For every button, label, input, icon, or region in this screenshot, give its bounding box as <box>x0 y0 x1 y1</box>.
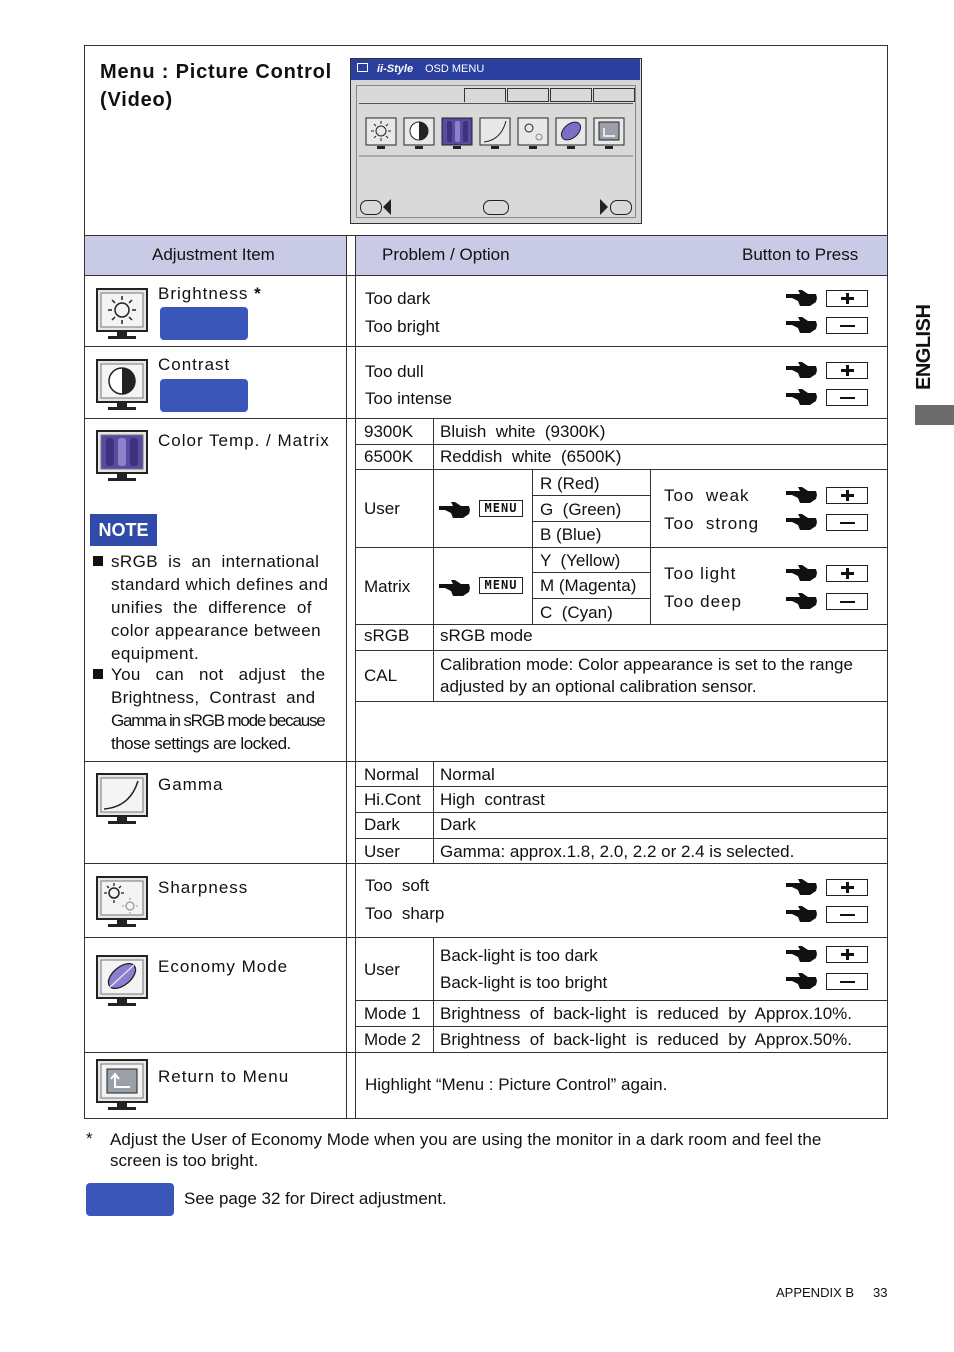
menu-button[interactable]: MENU <box>479 500 523 517</box>
pointing-hand-icon <box>786 904 818 924</box>
footer-appendix-label: APPENDIX B <box>776 1285 855 1300</box>
osd-center-button[interactable] <box>483 200 509 215</box>
ct-user-weak: Too weak <box>664 486 750 505</box>
gamma-icon <box>96 773 148 825</box>
pointing-hand-icon <box>786 877 818 897</box>
sharpness-option-soft: Too soft <box>365 876 430 895</box>
gamma-normal-value: Normal <box>440 765 495 784</box>
monitor-icon <box>357 63 368 72</box>
minus-button[interactable] <box>826 593 868 610</box>
pointing-hand-icon <box>786 563 818 583</box>
minus-button[interactable] <box>826 389 868 406</box>
ct-matrix-m: M (Magenta) <box>540 576 637 595</box>
ct-9300-value: Bluish white (9300K) <box>440 422 606 441</box>
economy-user-key: User <box>364 960 400 979</box>
ct-matrix-y: Y (Yellow) <box>540 551 621 570</box>
ct-user-strong: Too strong <box>664 514 760 533</box>
economy-user-dark: Back-light is too dark <box>440 946 598 965</box>
ct-matrix-key: Matrix <box>364 577 411 596</box>
ct-6500-key: 6500K <box>364 447 414 466</box>
color-temp-label: Color Temp. / Matrix <box>158 431 330 450</box>
ct-srgb-key: sRGB <box>364 626 410 645</box>
osd-right-button[interactable] <box>610 200 632 215</box>
pointing-hand-icon <box>786 360 818 380</box>
pointing-hand-icon <box>786 971 818 991</box>
osd-tabs <box>464 88 636 103</box>
brightness-direct-button[interactable] <box>160 307 248 340</box>
economy-mode2-value: Brightness of back-light is reduced by Approx.50%. <box>440 1030 852 1049</box>
note-text-2: You can not adjust the Brightness, Contrast and Gamma in sRGB mode because those settings are locked. <box>111 665 326 753</box>
footnote-mark: * <box>86 1129 93 1148</box>
gamma-dark-value: Dark <box>440 815 476 834</box>
color-temp-icon <box>96 430 148 482</box>
return-to-menu-label: Return to Menu <box>158 1067 290 1086</box>
pointing-hand-icon <box>786 591 818 611</box>
osd-brightness-icon <box>366 118 396 149</box>
minus-button[interactable] <box>826 317 868 334</box>
osd-color-icon <box>442 118 472 149</box>
minus-button[interactable] <box>826 514 868 531</box>
ct-cal-value-2: adjusted by an optional calibration sensor. <box>440 677 757 696</box>
contrast-direct-button[interactable] <box>160 379 248 412</box>
osd-gamma-icon <box>480 118 510 149</box>
ct-user-key: User <box>364 499 400 518</box>
brightness-option-dark: Too dark <box>365 289 431 308</box>
ct-matrix-c: C (Cyan) <box>540 603 613 622</box>
pointing-hand-icon <box>439 578 471 598</box>
ct-6500-value: Reddish white (6500K) <box>440 447 622 466</box>
gamma-user-value: Gamma: approx.1.8, 2.0, 2.2 or 2.4 is selected. <box>440 842 795 861</box>
gamma-user-key: User <box>364 842 400 861</box>
note-bullet-icon <box>93 556 103 566</box>
page-title: Menu : Picture Control (Video) <box>100 61 333 111</box>
page-number: 33 <box>873 1285 888 1300</box>
contrast-option-dull: Too dull <box>365 362 424 381</box>
osd-left-arrow-icon <box>383 199 391 215</box>
ct-matrix-deep: Too deep <box>664 592 742 611</box>
note-bullet-icon <box>93 669 103 679</box>
osd-window <box>350 58 642 224</box>
footnote-text: Adjust the User of Economy Mode when you are using the monitor in a dark room and feel the screen is too bright. <box>110 1130 822 1170</box>
pointing-hand-icon <box>786 485 818 505</box>
plus-button[interactable] <box>826 290 868 307</box>
header-adjustment-item: Adjustment Item <box>152 245 275 264</box>
sharpness-label: Sharpness <box>158 878 249 897</box>
pointing-hand-icon <box>786 288 818 308</box>
contrast-label: Contrast <box>158 355 231 374</box>
brightness-label: Brightness * <box>158 284 262 303</box>
header-problem-option: Problem / Option <box>382 245 510 264</box>
direct-adjustment-text: See page 32 for Direct adjustment. <box>184 1189 447 1208</box>
economy-mode2-key: Mode 2 <box>364 1030 421 1049</box>
economy-mode-icon <box>96 955 148 1007</box>
gamma-hicont-value: High contrast <box>440 790 545 809</box>
gamma-hicont-key: Hi.Cont <box>364 790 421 809</box>
economy-mode1-key: Mode 1 <box>364 1004 421 1023</box>
pointing-hand-icon <box>786 944 818 964</box>
return-to-menu-icon <box>96 1059 148 1111</box>
economy-user-bright: Back-light is too bright <box>440 973 608 992</box>
brightness-icon <box>96 288 148 340</box>
sharpness-option-sharp: Too sharp <box>365 904 445 923</box>
gamma-label: Gamma <box>158 775 224 794</box>
plus-button[interactable] <box>826 879 868 896</box>
plus-button[interactable] <box>826 362 868 379</box>
gamma-normal-key: Normal <box>364 765 419 784</box>
ct-srgb-value: sRGB mode <box>440 626 533 645</box>
ct-cal-key: CAL <box>364 666 398 685</box>
return-to-menu-text: Highlight “Menu : Picture Control” again. <box>365 1075 668 1094</box>
header-button-to-press: Button to Press <box>742 245 859 264</box>
note-badge: NOTE <box>90 514 157 546</box>
menu-button[interactable]: MENU <box>479 577 523 594</box>
language-tab-label: ENGLISH <box>913 304 935 390</box>
ct-matrix-light: Too light <box>664 564 737 583</box>
osd-icon-row <box>365 116 635 152</box>
plus-button[interactable] <box>826 946 868 963</box>
brightness-option-bright: Too bright <box>365 317 440 336</box>
contrast-icon <box>96 359 148 411</box>
pointing-hand-icon <box>439 500 471 520</box>
pointing-hand-icon <box>786 387 818 407</box>
ct-user-g: G (Green) <box>540 500 622 519</box>
osd-contrast-icon <box>404 118 434 149</box>
pointing-hand-icon <box>786 512 818 532</box>
osd-title-bar: ii-Style OSD MENU <box>351 59 640 80</box>
direct-adjustment-button[interactable] <box>86 1183 174 1216</box>
language-tab <box>915 405 954 425</box>
pointing-hand-icon <box>786 315 818 335</box>
ct-cal-value-1: Calibration mode: Color appearance is set to the range <box>440 655 853 674</box>
plus-button[interactable] <box>826 565 868 582</box>
economy-mode1-value: Brightness of back-light is reduced by Approx.10%. <box>440 1004 852 1023</box>
sharpness-icon <box>96 876 148 928</box>
note-text-1: sRGB is an international standard which defines and unifies the difference of color appearance between equipment. <box>111 552 329 663</box>
plus-button[interactable] <box>826 487 868 504</box>
osd-right-arrow-icon <box>600 199 608 215</box>
osd-return-icon <box>594 118 624 149</box>
ct-user-b: B (Blue) <box>540 525 602 544</box>
economy-mode-label: Economy Mode <box>158 957 289 976</box>
osd-left-button[interactable] <box>360 200 382 215</box>
gamma-dark-key: Dark <box>364 815 400 834</box>
minus-button[interactable] <box>826 906 868 923</box>
ct-9300-key: 9300K <box>364 422 414 441</box>
ct-user-r: R (Red) <box>540 474 600 493</box>
osd-sharpness-icon <box>518 118 548 149</box>
minus-button[interactable] <box>826 973 868 990</box>
contrast-option-intense: Too intense <box>365 389 452 408</box>
osd-economy-icon <box>556 118 586 149</box>
